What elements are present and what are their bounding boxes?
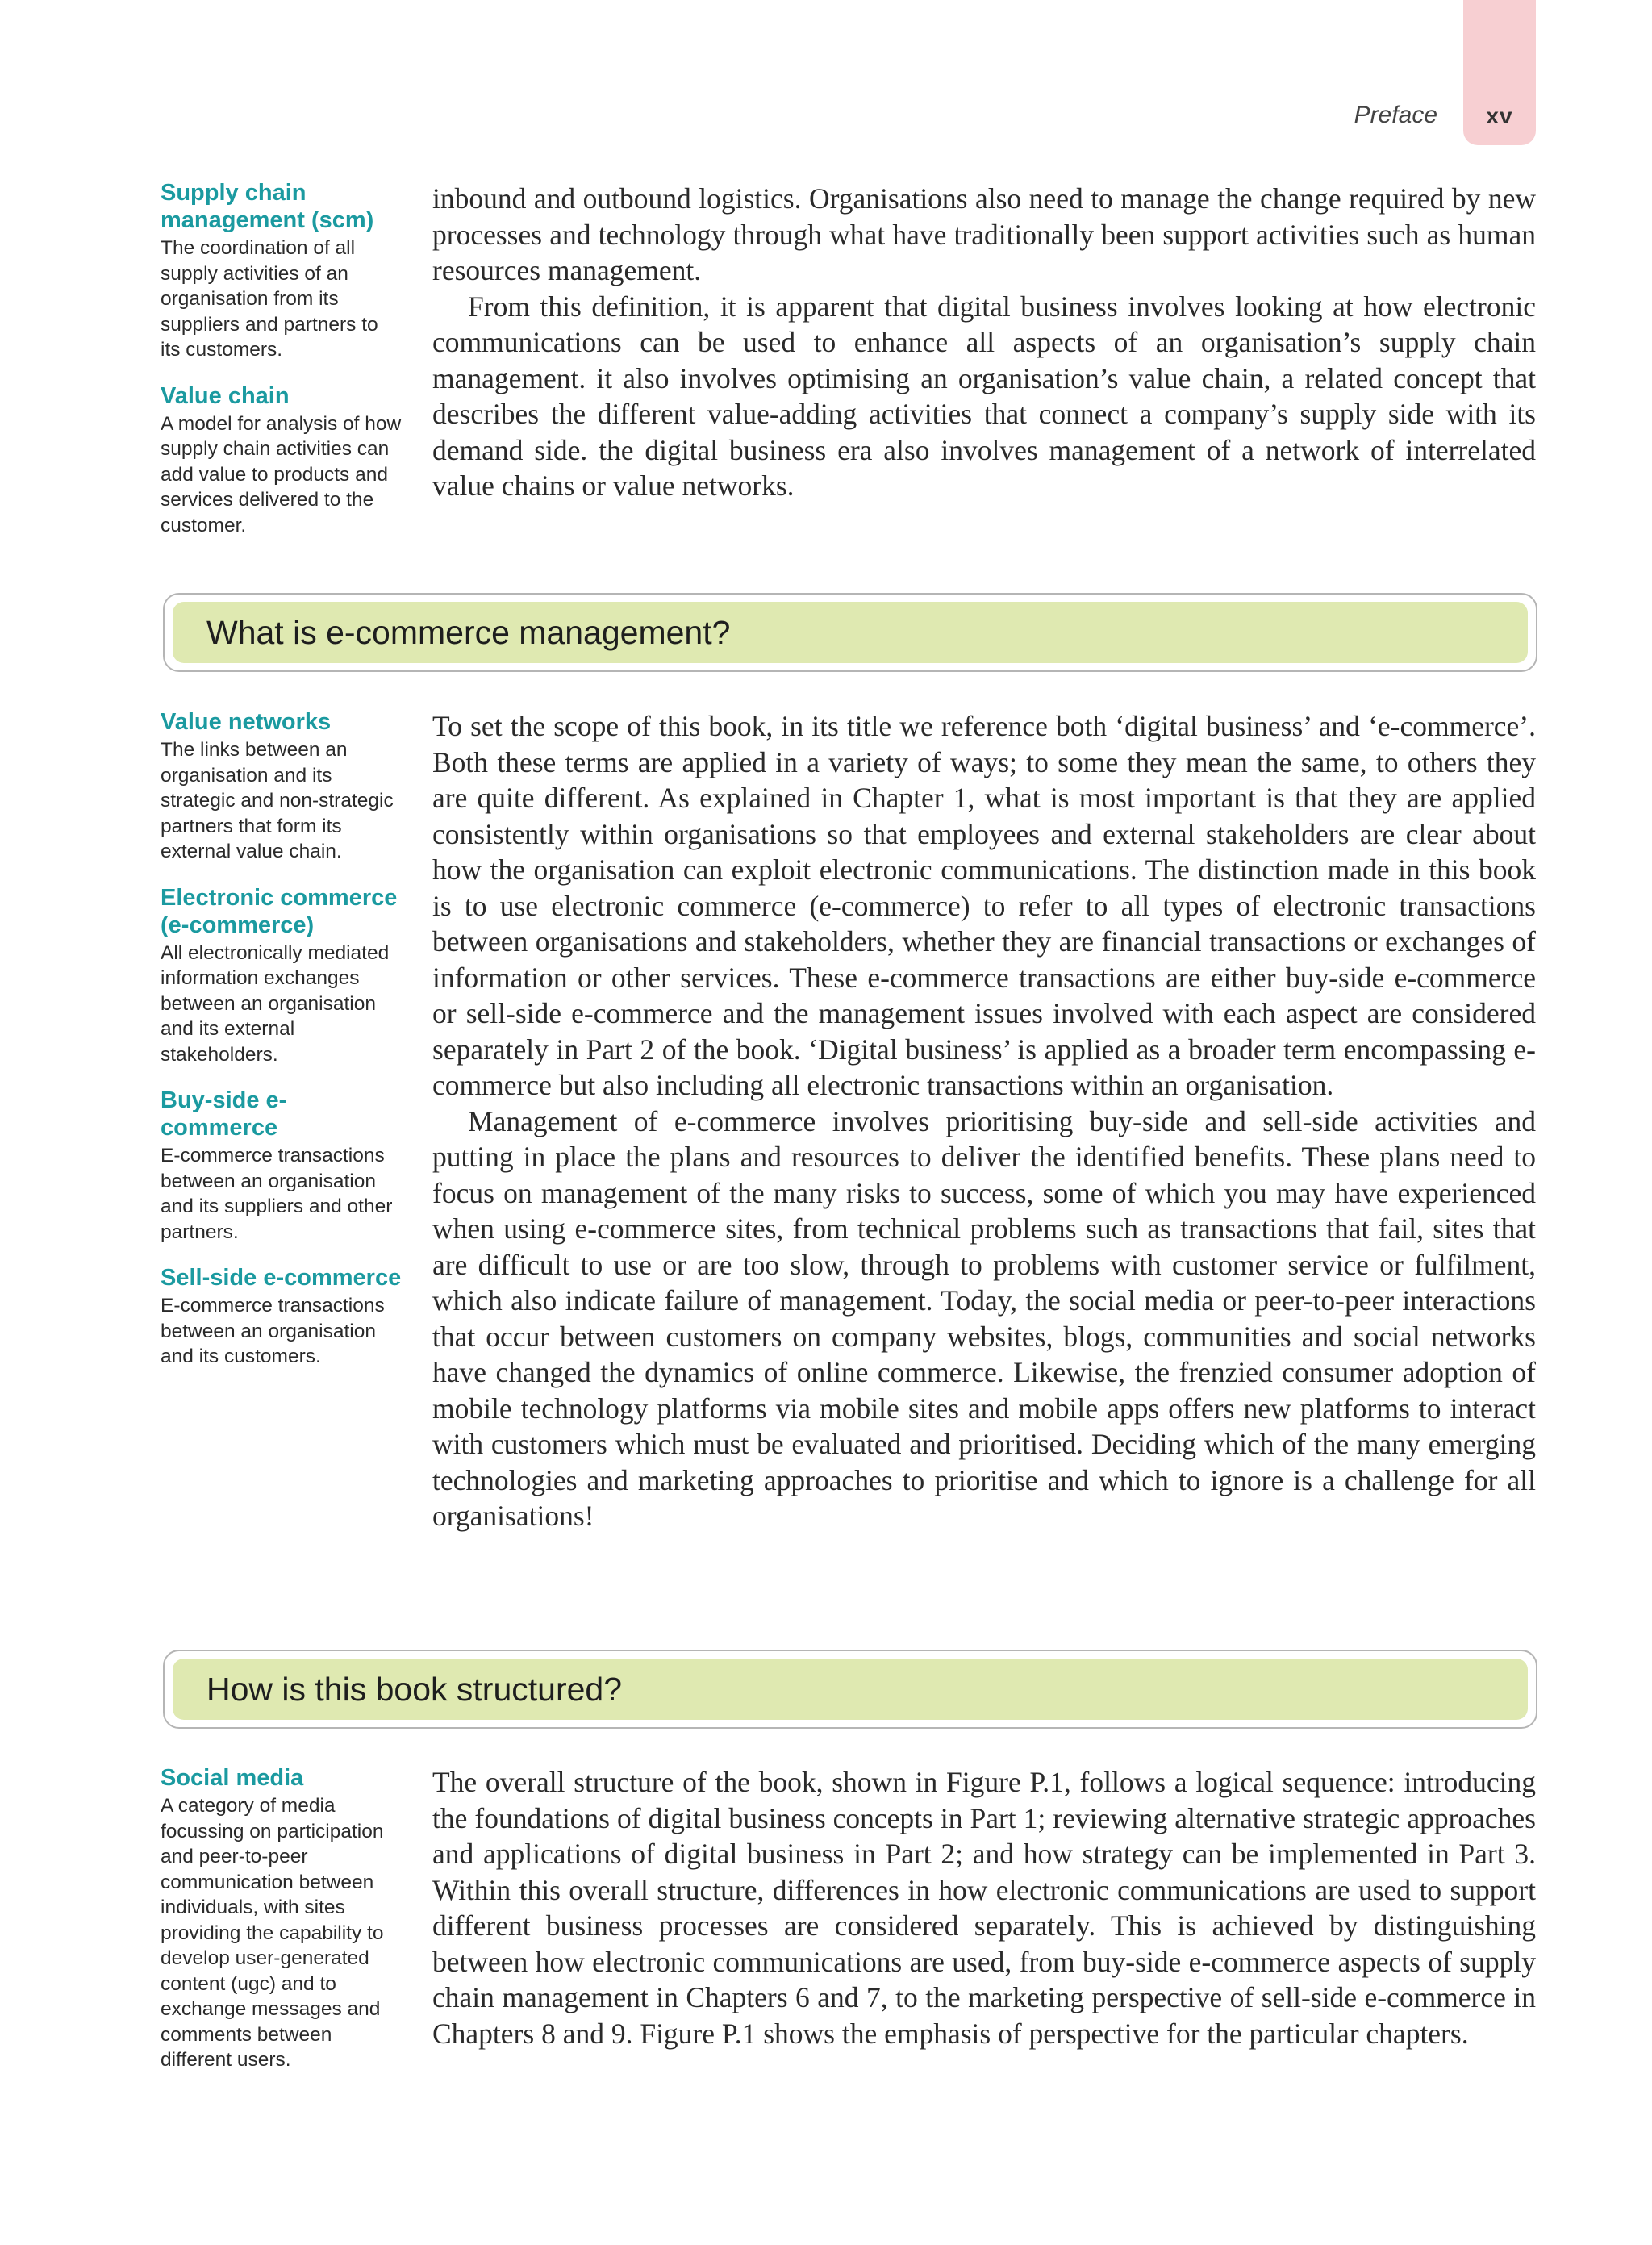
margin-term: Supply chain management (scm) xyxy=(161,180,374,233)
paragraph: To set the scope of this book, in its title we reference both ‘digital business’ and ‘e-commerce’. Both these terms are applied in a variety of ways; to some they mean the same, to others they are quite different. As explained in Chapter 1, what is most important is that they are applied consistently within organisations so that employees and external stakeholders are clear about how the organisation can exploit electronic communications. The distinction made in this book is to use electronic commerce (e-commerce) to refer to all types of electronic transactions between organisations and stakeholders, whether they are financial transactions or exchanges of information or other services. These e-commerce transactions are either buy-side e-commerce or sell-side e-commerce and the management issues involved with each aspect are considered separately in Part 2 of the book. ‘Digital business’ is applied as a broader term encompassing e-commerce but also including all electronic transactions within an organisation. xyxy=(432,710,1536,1101)
section-heading-band xyxy=(163,1650,1537,1729)
paragraph: inbound and outbound logistics. Organisations also need to manage the change required by new processes and technology through what have traditionally been support activities such as human resources management. xyxy=(432,182,1536,286)
margin-definition: All electronically mediated information exchanges between an organisation and its external stakeholders. xyxy=(161,941,390,1066)
paragraph: The overall structure of the book, shown in Figure P.1, follows a logical sequence: introducing the foundations of digital business concepts in Part 1; reviewing alternative strategic approaches and applications of digital business in Part 2; and how strategy can be implemented in Part 3. Within this overall structure, differences in how electronic communications are used to support different business processes are considered separately. This is achieved by distinguishing between how electronic communications are used, from buy-side e-commerce aspects of supply chain management in Chapters 6 and 7, to the marketing perspective of sell-side e-commerce in Chapters 8 and 9. Figure P.1 shows the emphasis of perspective for the particular chapters. xyxy=(432,1766,1536,2050)
intro-text xyxy=(432,181,1536,504)
paragraph: From this definition, it is apparent that digital business involves looking at how electronic communications can be used to enhance all aspects of an organisation’s supply chain management. it also involves optimising an organisation’s value chain, a related concept that describes the different value-adding activities that connect a company’s supply side with its demand side. the digital business era also involves management of a network of interrelated value chains or value networks. xyxy=(432,290,1536,502)
page-number: xv xyxy=(1486,103,1513,128)
margin-definition: The links between an organisation and its strategic and non-strategic partners that form its external value chain. xyxy=(161,739,394,862)
margin-definition: A model for analysis of how supply chain activities can add value to products and services delivered to the customer. xyxy=(161,412,402,536)
section-heading-band xyxy=(163,593,1537,672)
section-2-text xyxy=(432,1764,1536,2051)
margin-definition: A category of media focussing on participation and peer-to-peer communication between individuals, with sites providing the capability to develop user-generated content (ugc) and to exchange messages and comments between different users. xyxy=(161,1795,384,2071)
margin-definition: E-commerce transactions between an organisation and its customers. xyxy=(161,1295,385,1367)
margin-notes-section-1 xyxy=(161,708,403,1370)
margin-definition: E-commerce transactions between an organisation and its suppliers and other partners. xyxy=(161,1145,393,1243)
margin-term: Value chain xyxy=(161,382,290,409)
margin-notes-section-2 xyxy=(161,1764,403,2073)
margin-term: Value networks xyxy=(161,709,332,735)
paragraph: Management of e-commerce involves prioritising buy-side and sell-side activities and putting in place the plans and resources to deliver the identified benefits. These plans need to focus on management of the many risks to success, some of which you may have experienced when using e-commerce sites, from technical problems such as transactions that fail, sites that are difficult to use or are too slow, through to problems with customer service or fulfilment, which also indicate failure of management. Today, the social media or peer-to-peer interactions that occur between customers on company websites, blogs, communities and social networks have changed the dynamics of online commerce. Likewise, the frenzied consumer adoption of mobile technology platforms via mobile sites and mobile apps offers new platforms to interact with customers which must be evaluated and prioritised. Deciding which of the many emerging technologies and marketing approaches to prioritise and which to ignore is a challenge for all organisations! xyxy=(432,1104,1536,1532)
margin-term: Sell-side e-commerce xyxy=(161,1265,402,1291)
margin-term: Electronic commerce (e-commerce) xyxy=(161,884,398,938)
section-1-text xyxy=(432,708,1536,1534)
section-heading: How is this book structured? xyxy=(206,1671,623,1708)
margin-notes-intro xyxy=(161,179,403,538)
margin-definition: The coordination of all supply activities of an organisation from its suppliers and partners to its customers. xyxy=(161,237,378,361)
running-head: Preface xyxy=(1354,102,1437,128)
section-heading: What is e-commerce management? xyxy=(206,614,731,651)
margin-term: Buy-side e-commerce xyxy=(161,1087,287,1141)
margin-term: Social media xyxy=(161,1765,304,1791)
